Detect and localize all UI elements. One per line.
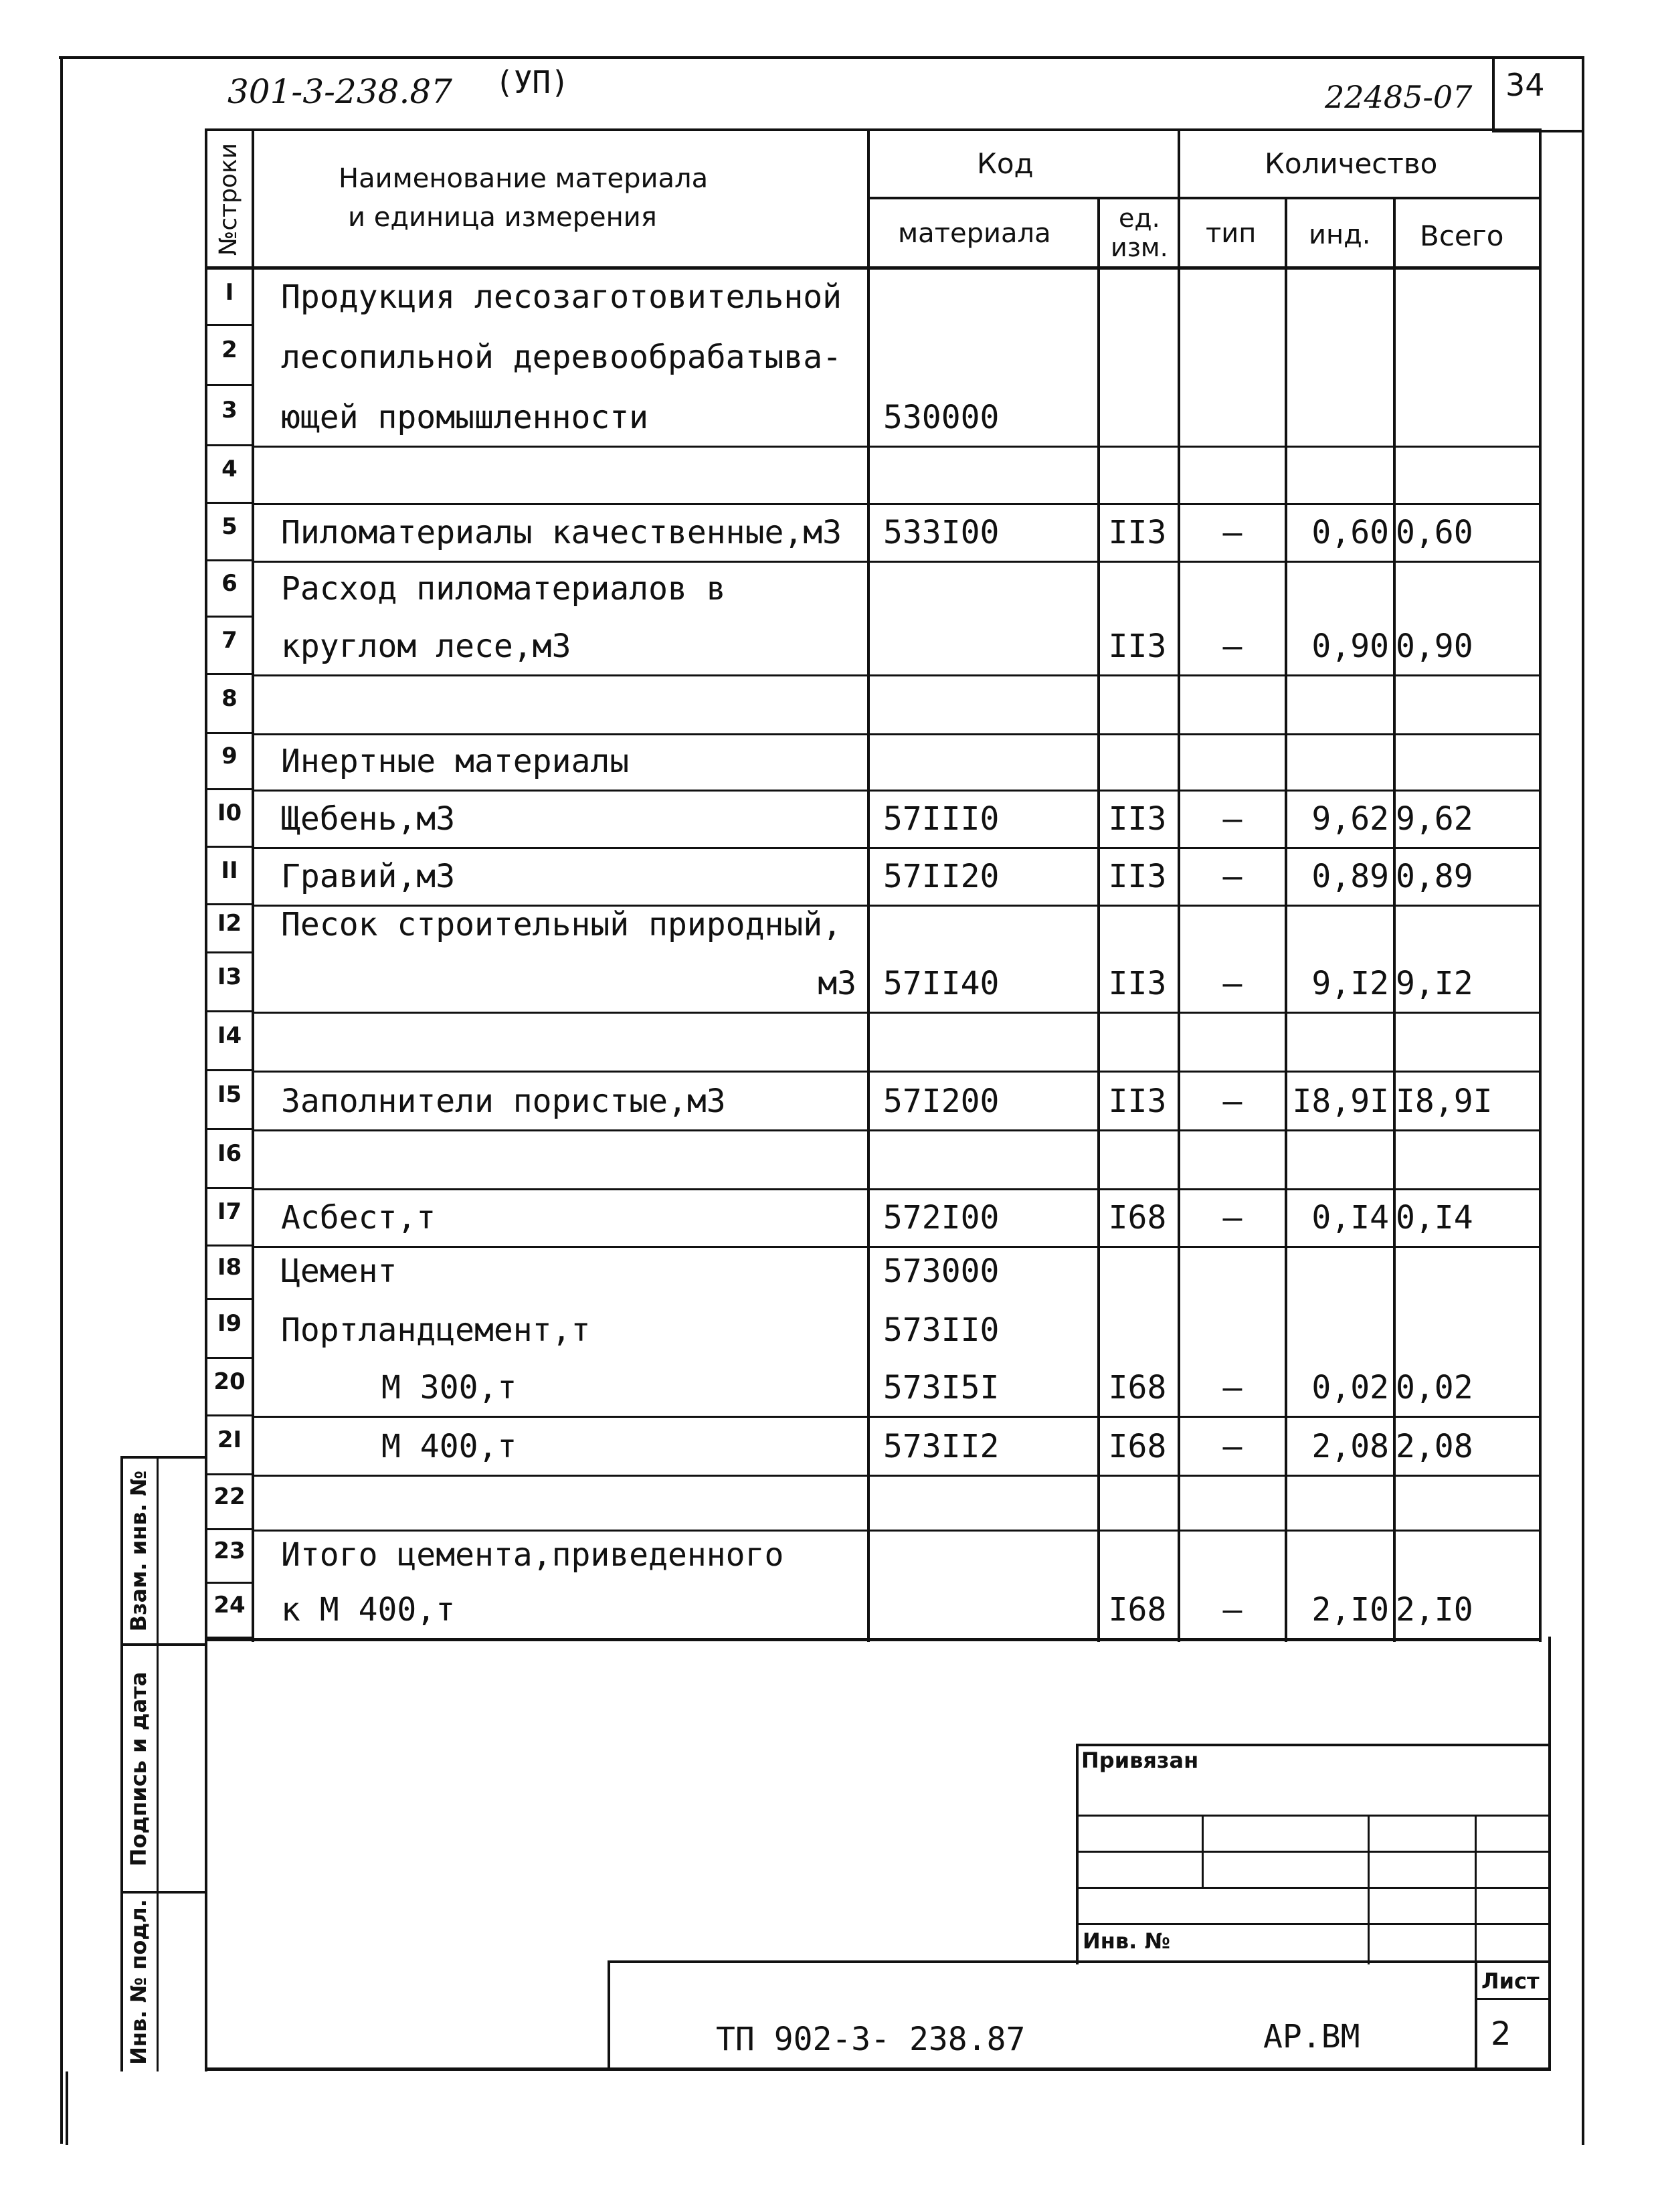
table-cell-unit: II3	[1108, 514, 1167, 551]
table-row-line	[252, 503, 1542, 505]
table-cell-code: 57I200	[883, 1083, 1000, 1120]
table-cell-n: 22	[213, 1483, 246, 1510]
table-cell-code: 573II0	[883, 1311, 1000, 1349]
header-row-number: №строки	[215, 143, 242, 256]
row-number-line	[205, 444, 253, 446]
title-block-left	[608, 1960, 610, 2070]
row-number-line	[205, 384, 253, 386]
table-cell-total: 2,I0	[1396, 1591, 1473, 1629]
table-cell-type: –	[1222, 514, 1242, 551]
table-cell-name: круглом лесе,м3	[281, 628, 571, 665]
table-cell-unit: I68	[1108, 1428, 1167, 1465]
row-number-line	[205, 1357, 253, 1359]
table-cell-unit: II3	[1108, 858, 1167, 895]
table-cell-total: 0,02	[1396, 1369, 1473, 1406]
frame-bottom-line	[205, 2067, 1551, 2071]
privyazan-v2	[1368, 1815, 1370, 1964]
title-block-top	[608, 1960, 1551, 1963]
table-cell-code: 573000	[883, 1253, 1000, 1290]
table-cell-name: Асбест,т	[281, 1199, 436, 1236]
frame-top-line	[59, 56, 1584, 59]
table-cell-n: II	[221, 857, 238, 884]
table-cell-unit: I68	[1108, 1591, 1167, 1629]
privyazan-left	[1076, 1744, 1079, 1964]
header-qty-total: Всего	[1420, 219, 1504, 252]
table-cell-code: 533I00	[883, 514, 1000, 551]
table-bottom-line	[205, 1638, 1542, 1641]
frame-inner-right	[1548, 1637, 1551, 2070]
table-cell-n: 7	[221, 627, 238, 654]
table-cell-n: 9	[221, 743, 238, 769]
title-block-sheet-left	[1475, 1960, 1477, 2070]
inventory-number-handwritten: 22485-07	[1325, 79, 1473, 115]
table-row-line	[252, 1188, 1542, 1190]
table-vline-6	[1393, 198, 1396, 1642]
table-cell-unit: I68	[1108, 1369, 1167, 1406]
table-row-line	[252, 674, 1542, 676]
side-stamp-vzam-inv: Взам. инв. №	[126, 1470, 151, 1632]
table-cell-n: I4	[217, 1022, 242, 1049]
row-number-line	[205, 1010, 253, 1012]
table-cell-n: 6	[221, 570, 238, 597]
header-qty-type: тип	[1206, 218, 1257, 249]
row-number-line	[205, 673, 253, 675]
table-vline-3	[1097, 198, 1100, 1642]
table-cell-name: лесопильной деревообрабатыва-	[281, 339, 842, 376]
row-number-line	[205, 1069, 253, 1071]
table-cell-n: 4	[221, 456, 238, 482]
row-number-line	[205, 1582, 253, 1584]
table-vline-2	[867, 128, 870, 1642]
table-cell-n: 20	[213, 1368, 246, 1395]
table-cell-unit: II3	[1108, 628, 1167, 665]
table-vline-5	[1285, 198, 1287, 1642]
table-cell-n: I7	[217, 1198, 242, 1225]
table-cell-type: –	[1222, 628, 1242, 665]
table-cell-code: 57II20	[883, 858, 1000, 895]
title-block-mark: АР.ВМ	[1263, 2018, 1360, 2055]
row-number-line	[205, 788, 253, 790]
table-cell-ind: 0,I4	[1311, 1199, 1389, 1236]
table-cell-name: Итого цемента,приведенного	[281, 1536, 784, 1574]
document-code-handwritten: 301-3-238.87	[227, 72, 452, 111]
table-cell-code: 573II2	[883, 1428, 1000, 1465]
row-number-line	[205, 616, 253, 618]
table-subheader-line	[867, 197, 1542, 199]
table-row-line	[252, 790, 1542, 792]
side-stamp-inner-right	[205, 1638, 207, 2071]
row-number-line	[205, 846, 253, 848]
table-cell-ind: 2,I0	[1311, 1591, 1389, 1629]
table-row-line	[252, 1530, 1542, 1532]
table-row-line	[252, 1012, 1542, 1014]
row-number-line	[205, 324, 253, 326]
row-number-line	[205, 502, 253, 504]
table-cell-n: 8	[221, 685, 238, 712]
table-cell-n: I5	[217, 1081, 242, 1108]
table-cell-ind: 2,08	[1311, 1428, 1389, 1465]
table-cell-n: 3	[221, 397, 238, 424]
title-block-sheet-h	[1475, 1998, 1551, 2000]
row-number-line	[205, 1473, 253, 1475]
table-row-line	[252, 733, 1542, 735]
frame-right-stub	[1582, 2071, 1584, 2145]
table-cell-n: I9	[217, 1310, 242, 1337]
frame-left-line	[60, 56, 63, 2144]
title-block-sheet-number: 2	[1491, 2015, 1511, 2053]
privyazan-title: Привязан	[1081, 1748, 1199, 1773]
table-cell-name: Щебень,м3	[281, 800, 456, 838]
header-code: Код	[977, 147, 1034, 180]
table-cell-type: –	[1222, 858, 1242, 895]
table-row-line	[252, 1475, 1542, 1477]
privyazan-v1	[1202, 1815, 1204, 1888]
side-stamp-podpis-data: Подпись и дата	[126, 1671, 151, 1867]
table-cell-total: 0,I4	[1396, 1199, 1473, 1236]
table-cell-type: –	[1222, 800, 1242, 838]
privyazan-h2	[1076, 1851, 1551, 1853]
row-number-line	[205, 732, 253, 734]
title-block-sheet-label: Лист	[1481, 1968, 1540, 1994]
table-row-line	[252, 1416, 1542, 1418]
table-cell-type: –	[1222, 1591, 1242, 1629]
table-cell-n: I	[225, 278, 234, 306]
table-cell-code: 573I5I	[883, 1369, 1000, 1406]
table-cell-unit: II3	[1108, 800, 1167, 838]
privyazan-h4	[1076, 1923, 1551, 1925]
table-cell-n: I6	[217, 1140, 242, 1167]
table-cell-total: 9,I2	[1396, 965, 1473, 1002]
privyazan-inv-no: Инв. №	[1083, 1928, 1170, 1954]
table-cell-name: М 400,т	[381, 1428, 517, 1465]
table-cell-total: I8,9I	[1396, 1083, 1493, 1120]
header-quantity: Количество	[1265, 147, 1438, 180]
table-cell-total: 0,89	[1396, 858, 1473, 895]
table-top-line	[205, 128, 1542, 131]
row-number-line	[205, 1128, 253, 1130]
table-cell-ind: I8,9I	[1292, 1083, 1389, 1120]
table-cell-code: 57III0	[883, 800, 1000, 838]
table-cell-ind: 0,60	[1311, 514, 1389, 551]
table-row-line	[252, 1071, 1542, 1073]
table-cell-ind: 0,90	[1311, 628, 1389, 665]
row-number-line	[205, 559, 253, 561]
side-stamp-inv-podl: Инв. № подл.	[126, 1899, 151, 2065]
table-cell-name: ющей промышленности	[281, 399, 649, 436]
table-cell-unit: II3	[1108, 1083, 1167, 1120]
table-cell-name: Гравий,м3	[281, 858, 456, 895]
table-cell-name: Продукция лесозаготовительной	[281, 278, 842, 316]
row-number-line	[205, 1245, 253, 1247]
row-number-line	[205, 951, 253, 953]
table-cell-name: Заполнители пористые,м3	[281, 1083, 726, 1120]
table-row-line	[252, 561, 1542, 563]
header-name-line1: Наименование материала	[339, 163, 709, 194]
table-row-line	[252, 1246, 1542, 1248]
table-cell-name: Цемент	[281, 1253, 397, 1290]
table-cell-n: 2I	[217, 1426, 242, 1453]
table-cell-name: Портландцемент,т	[281, 1311, 591, 1349]
row-number-line	[205, 1298, 253, 1300]
table-cell-n: 23	[213, 1538, 246, 1564]
table-row-line	[252, 446, 1542, 448]
album-label: (УП)	[495, 64, 569, 100]
frame-left-stub	[66, 2071, 68, 2145]
header-code-material: материала	[898, 218, 1051, 249]
side-stamp-col-line	[157, 1456, 159, 2071]
table-vline-7	[1539, 128, 1542, 1642]
table-cell-n: 5	[221, 513, 238, 540]
table-cell-code: 572I00	[883, 1199, 1000, 1236]
table-cell-code: 530000	[883, 399, 1000, 436]
table-cell-code: 57II40	[883, 965, 1000, 1002]
table-cell-type: –	[1222, 1083, 1242, 1120]
table-cell-name: Песок строительный природный,	[281, 906, 842, 943]
table-cell-n: 2	[221, 337, 238, 363]
table-cell-unit: I68	[1108, 1199, 1167, 1236]
table-cell-unit: II3	[1108, 965, 1167, 1002]
table-cell-type: –	[1222, 1199, 1242, 1236]
table-cell-type: –	[1222, 1369, 1242, 1406]
header-code-unit-line2: изм.	[1111, 233, 1168, 262]
row-number-line	[205, 1528, 253, 1530]
privyazan-top	[1076, 1744, 1551, 1746]
table-cell-name: м3	[818, 965, 856, 1002]
page-number: 34	[1505, 67, 1545, 103]
row-number-line	[205, 1414, 253, 1416]
row-number-line	[205, 903, 253, 905]
table-cell-type: –	[1222, 1428, 1242, 1465]
frame-right-line	[1582, 56, 1584, 2144]
privyazan-h1	[1076, 1815, 1551, 1817]
header-qty-ind: инд.	[1309, 219, 1371, 250]
header-code-unit-line1: ед.	[1119, 203, 1160, 233]
privyazan-h3	[1076, 1887, 1551, 1889]
table-cell-name: к М 400,т	[281, 1591, 456, 1629]
table-cell-n: I2	[217, 910, 242, 937]
table-row-line	[252, 1129, 1542, 1131]
page-number-box-left	[1492, 58, 1495, 131]
table-cell-ind: 0,02	[1311, 1369, 1389, 1406]
table-header-bottom-line	[205, 266, 1542, 270]
table-cell-n: I3	[217, 963, 242, 990]
table-cell-name: Пиломатериалы качественные,м3	[281, 514, 842, 551]
table-cell-n: I0	[217, 800, 242, 826]
table-row-line	[252, 847, 1542, 849]
header-name-line2: и единица измерения	[348, 202, 657, 233]
row-number-line	[205, 1187, 253, 1189]
table-cell-total: 9,62	[1396, 800, 1473, 838]
table-cell-n: I8	[217, 1254, 242, 1281]
table-cell-name: Расход пиломатериалов в	[281, 570, 726, 608]
title-block-doc-code: ТП 902-3- 238.87	[716, 2021, 1026, 2058]
table-cell-name: Инертные материалы	[281, 743, 630, 780]
table-cell-total: 0,90	[1396, 628, 1473, 665]
table-cell-total: 0,60	[1396, 514, 1473, 551]
privyazan-v3	[1475, 1815, 1477, 1964]
table-cell-ind: 0,89	[1311, 858, 1389, 895]
table-cell-ind: 9,I2	[1311, 965, 1389, 1002]
table-cell-n: 24	[213, 1592, 246, 1619]
side-stamp-outer-left	[120, 1456, 123, 2071]
table-cell-ind: 9,62	[1311, 800, 1389, 838]
table-cell-total: 2,08	[1396, 1428, 1473, 1465]
table-cell-type: –	[1222, 965, 1242, 1002]
table-cell-name: М 300,т	[381, 1369, 517, 1406]
